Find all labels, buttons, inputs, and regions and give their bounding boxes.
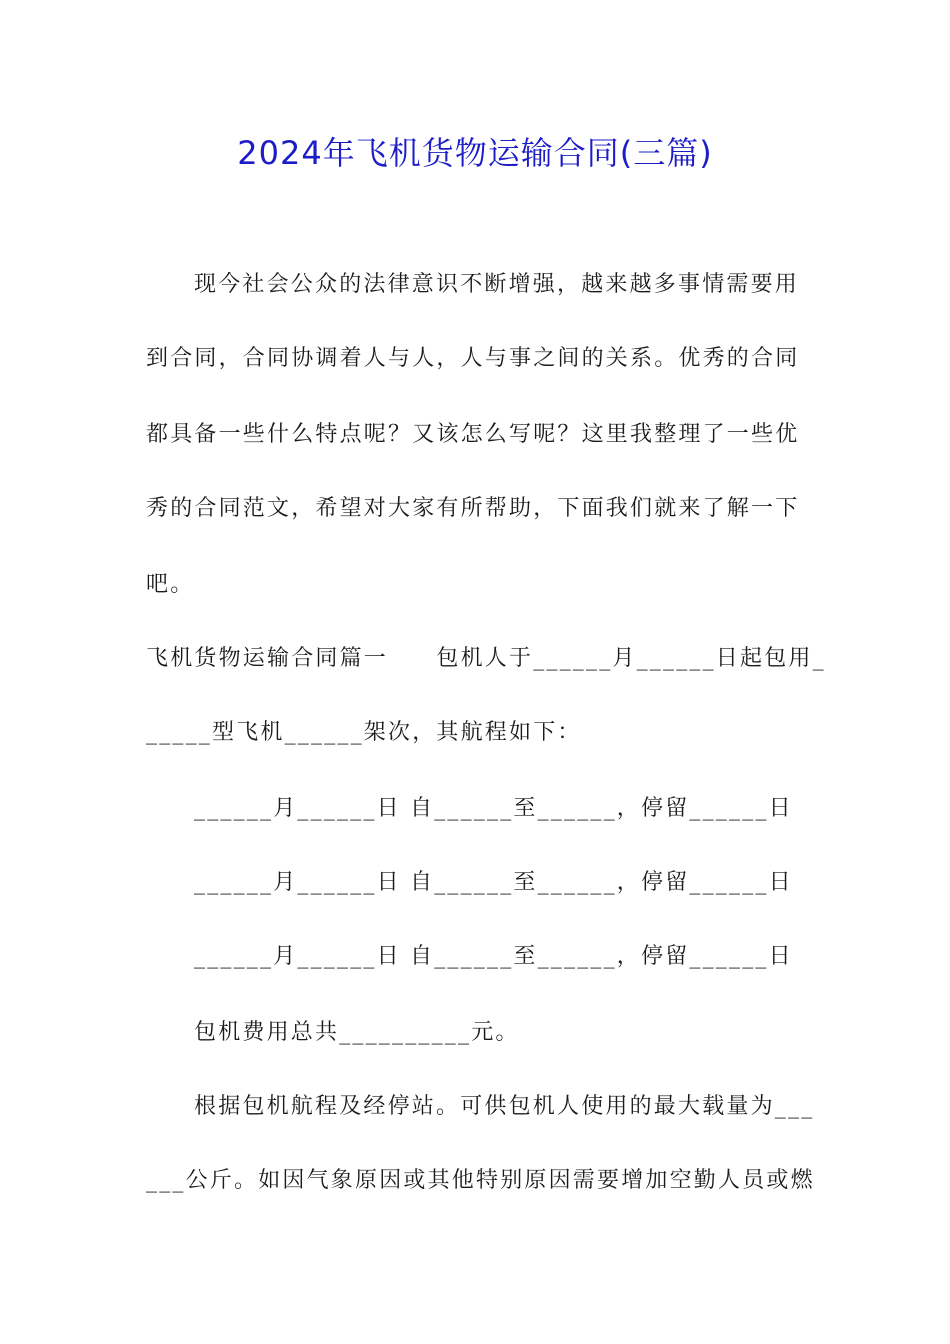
paragraph-line: 吧。 (146, 572, 195, 597)
paragraph-line: 根据包机航程及经停站。可供包机人使用的最大载量为___ (194, 1094, 815, 1119)
paragraph-line: 现今社会公众的法律意识不断增强，越来越多事情需要用 (194, 272, 800, 297)
section-heading-line: 飞机货物运输合同篇一 包机人于______月______日起包用_ (146, 646, 826, 671)
paragraph-line: 都具备一些什么特点呢？又该怎么写呢？这里我整理了一些优 (146, 422, 800, 447)
paragraph-line: 秀的合同范文，希望对大家有所帮助，下面我们就来了解一下 (146, 496, 800, 521)
itinerary-line: ______月______日 自______至______，停留______日 (194, 870, 793, 895)
fee-line: 包机费用总共__________元。 (194, 1020, 520, 1045)
itinerary-line: ______月______日 自______至______，停留______日 (194, 796, 793, 821)
paragraph-line: _____型飞机______架次，其航程如下： (146, 720, 582, 745)
paragraph-line: ___公斤。如因气象原因或其他特别原因需要增加空勤人员或燃 (146, 1168, 815, 1193)
document-title: 2024年飞机货物运输合同(三篇) (237, 134, 713, 172)
itinerary-line: ______月______日 自______至______，停留______日 (194, 944, 793, 969)
paragraph-line: 到合同，合同协调着人与人，人与事之间的关系。优秀的合同 (146, 346, 800, 371)
